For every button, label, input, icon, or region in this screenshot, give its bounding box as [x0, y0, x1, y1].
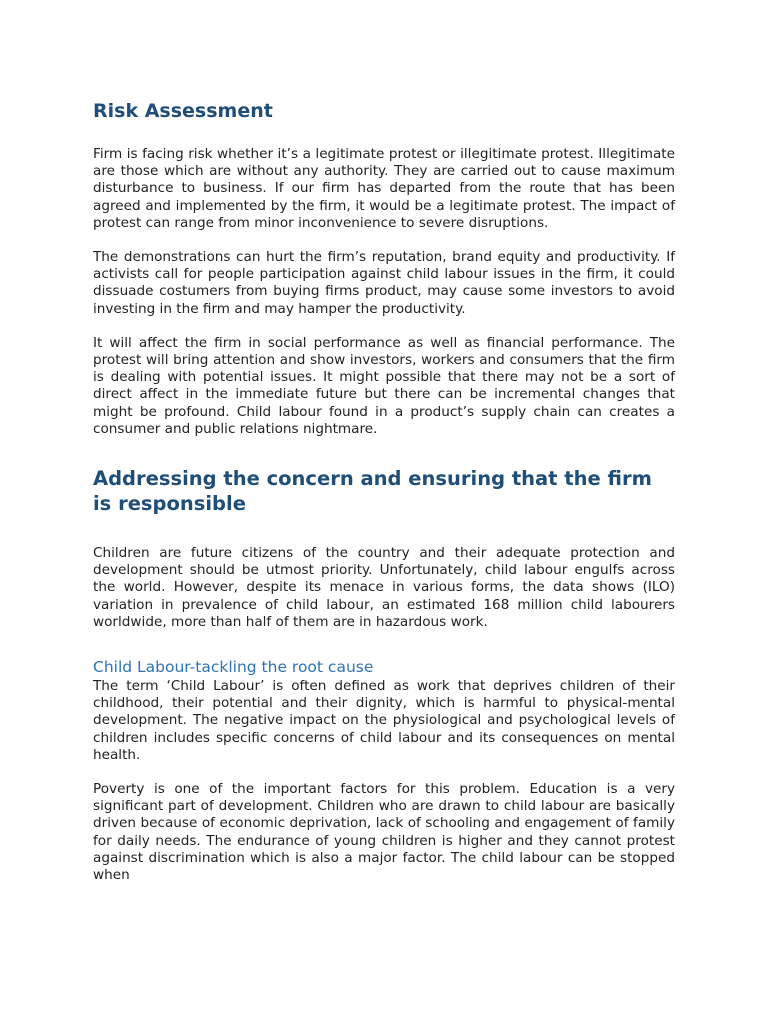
- paragraph: The term ‘Child Labour’ is often defined as work that deprives children of their childhood, their potential and their dignity, which is harmful to physical-mental development. The negative impact on the physiological and psychological levels of children includes specific concerns of child labour and its consequences on mental health.: [93, 678, 675, 763]
- paragraph: Poverty is one of the important factors for this problem. Education is a very significant part of development. Children who are drawn to child labour are basically driven because of economic deprivation, lack of schooling and engagement of family for daily needs. The endurance of young children is higher and they cannot protest against discrimination which is also a major factor. The child labour can be stopped when: [93, 781, 675, 884]
- paragraph: Firm is facing risk whether it’s a legitimate protest or illegitimate protest. Illegitimate are those which are without any authority. They are carried out to cause maximum disturbance to business. If our firm has departed from the route that has been agreed and implemented by the firm, it would be a legitimate protest. The impact of protest can range from minor inconvenience to severe disruptions.: [93, 146, 675, 231]
- paragraph: It will affect the firm in social performance as well as financial performance. The protest will bring attention and show investors, workers and consumers that the firm is dealing with potential issues. It might possible that there may not be a sort of direct affect in the immediate future but there can be incremental changes that might be profound. Child labour found in a product’s supply chain can creates a consumer and public relations nightmare.: [93, 334, 675, 437]
- document-page: [93, 98, 675, 884]
- paragraph: Children are future citizens of the country and their adequate protection and development should be utmost priority. Unfortunately, child labour engulfs across the world. However, despite its menace in various forms, the data shows (ILO) variation in prevalence of child labour, an estimated 168 million child labourers worldwide, more than half of them are in hazardous work.: [93, 545, 675, 630]
- section-heading-addressing-concern: Addressing the concern and ensuring that the firm is responsible: [93, 467, 652, 516]
- section-heading-risk-assessment: Risk Assessment: [93, 100, 273, 122]
- paragraph: The demonstrations can hurt the firm’s reputation, brand equity and productivity. If activists call for people participation against child labour issues in the firm, it could dissuade costumers from buying firms product, may cause some investors to avoid investing in the firm and may hamper the productivity.: [93, 249, 675, 317]
- subsection-heading-child-labour: Child Labour-tackling the root cause: [93, 658, 374, 677]
